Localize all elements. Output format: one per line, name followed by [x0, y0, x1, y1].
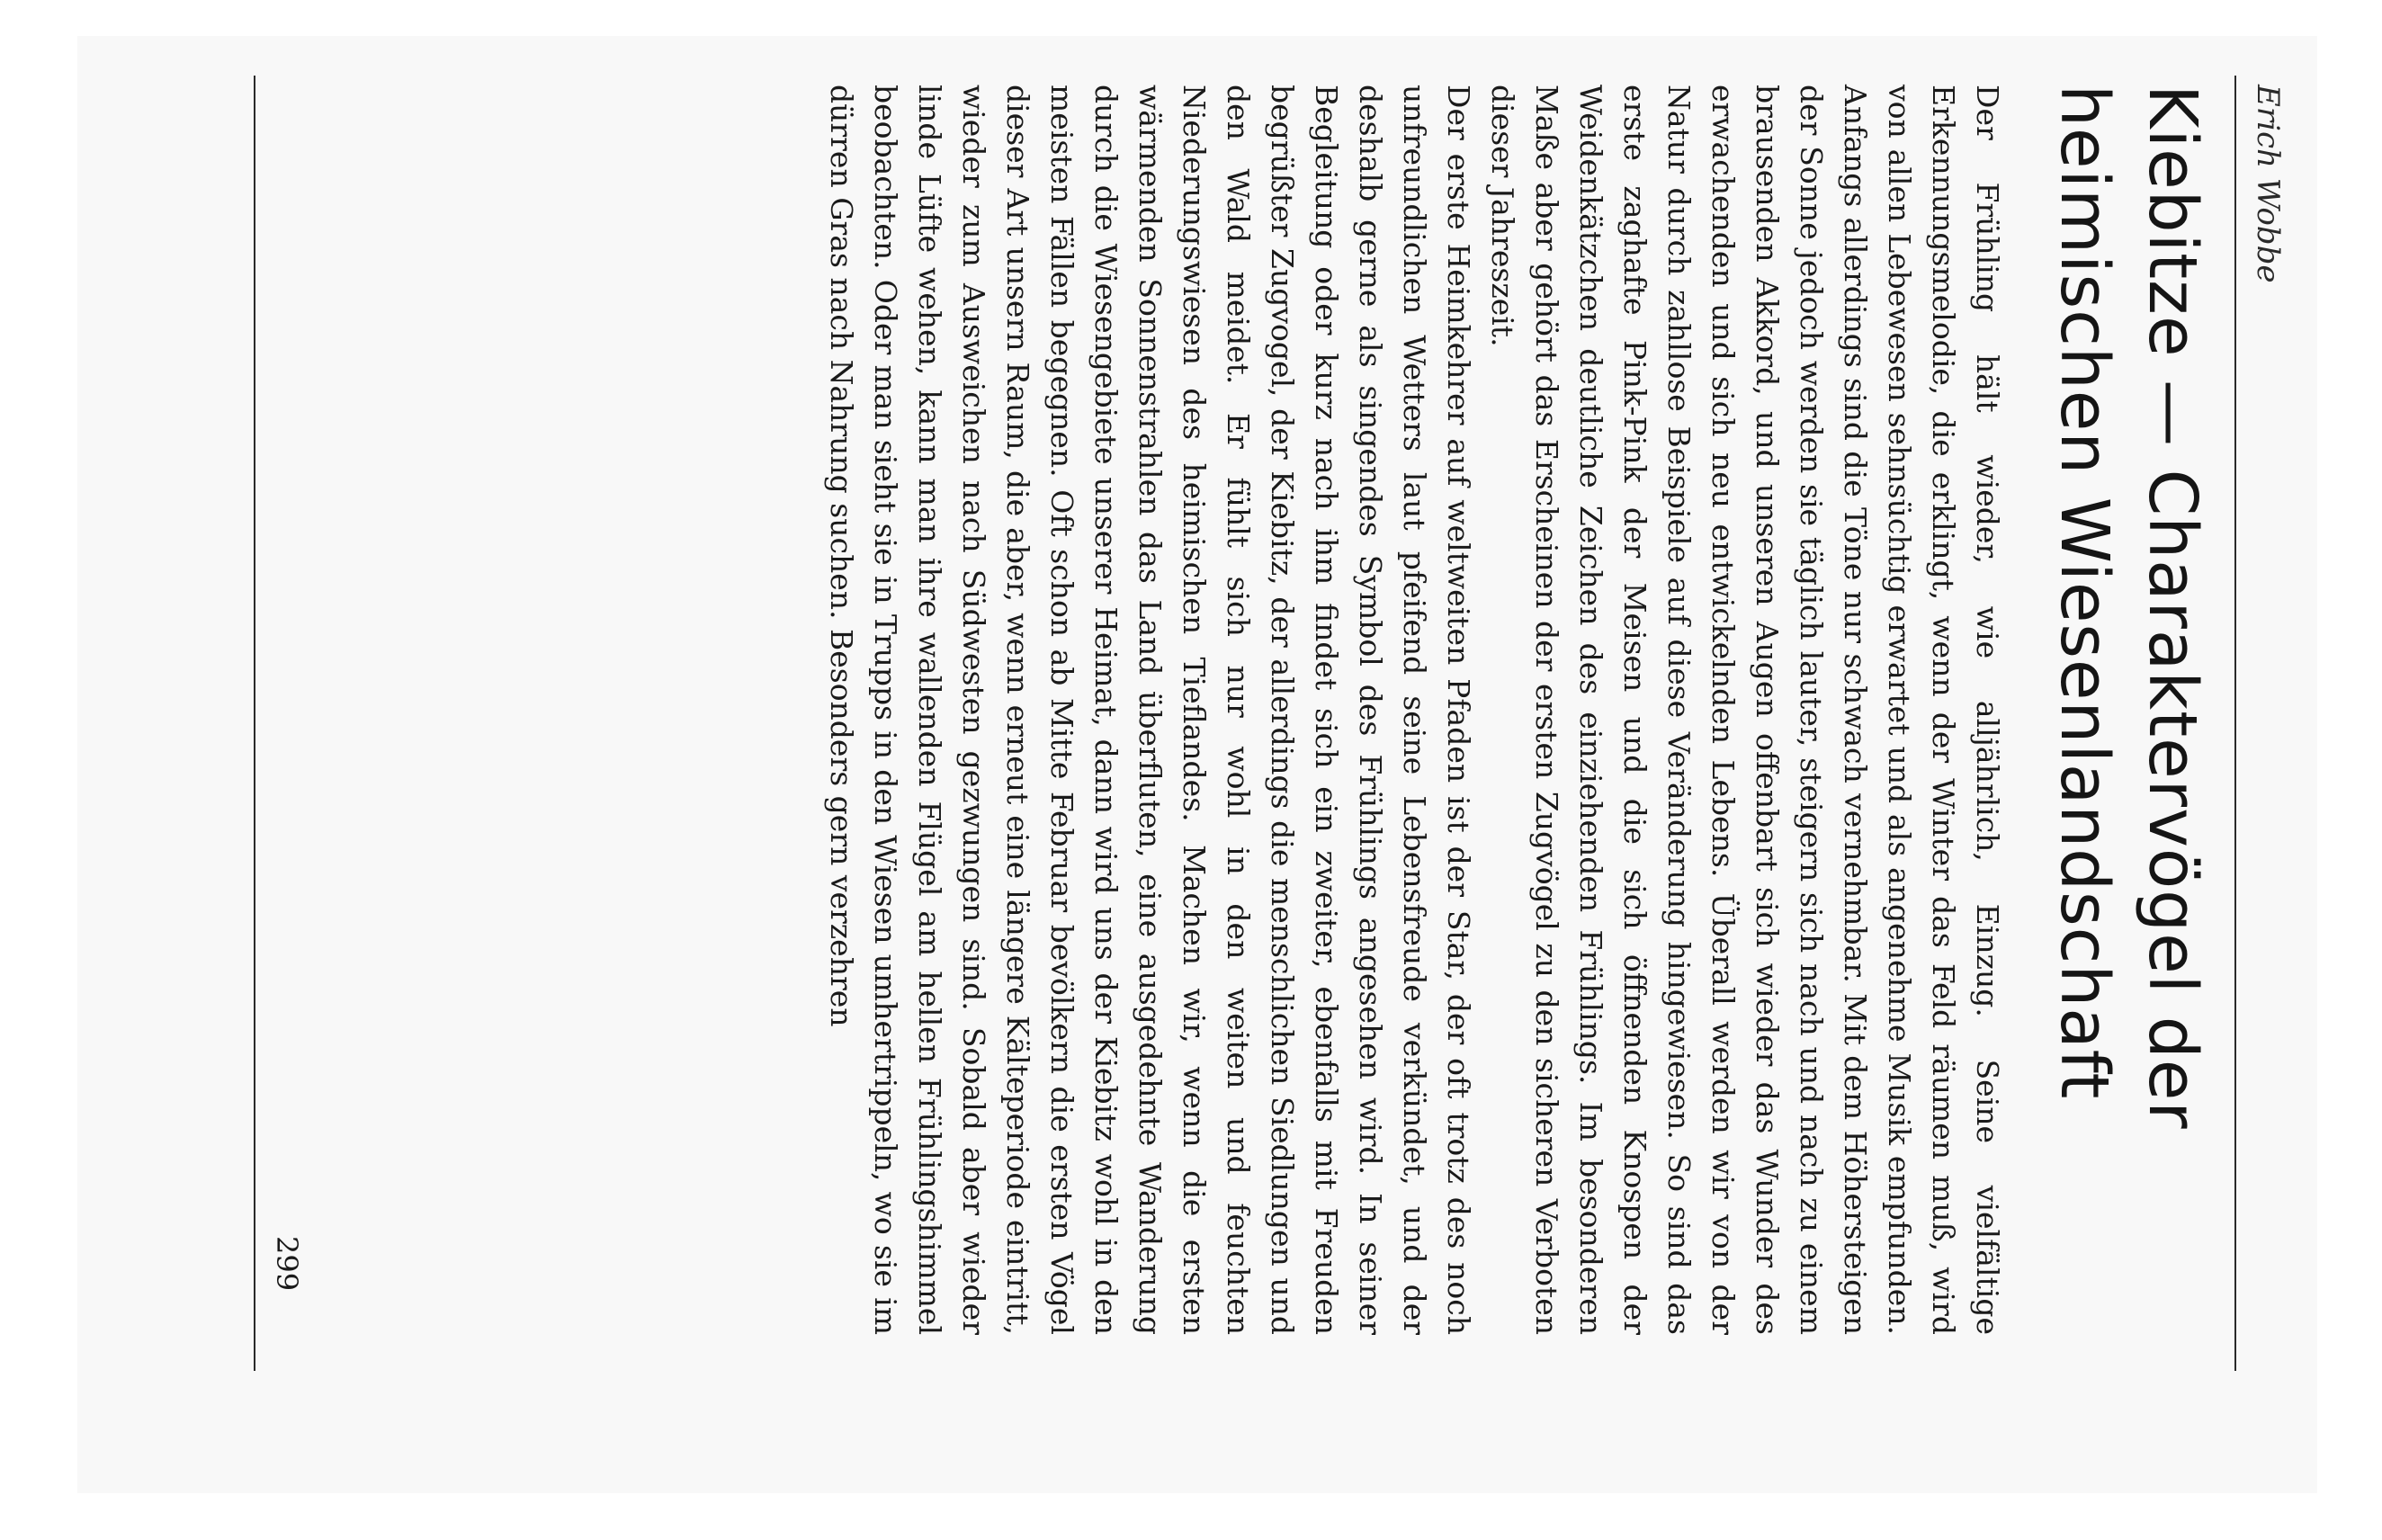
top-rule: [2234, 76, 2236, 1371]
title-line-2: heimischen Wiesenlandschaft: [2046, 85, 2123, 1100]
article-title: [2040, 85, 2216, 1344]
paragraph-1: Der Frühling hält wieder, wie alljährlich, Einzug. Seine vielfältige Erkennungsmelodie, die erklingt, wenn der Winter das Feld räumen muß, wird von allen Lebewesen sehnsüchtig erwartet und als angenehme Musik empfunden. Anfangs allerdings sind die Töne nur schwach vernehmbar. Mit dem Höhersteigen der Sonne jedoch werden sie täglich lauter, steigern sich nach und nach zu einem brausenden Akkord, und unseren Augen offenbart sich wieder das Wunder des erwachenden und sich neu entwickelnden Lebens. Überall werden wir von der Natur durch zahllose Beispiele auf diese Veränderung hingewiesen. So sind das erste zaghafte Pink-Pink der Meisen und die sich öffnenden Knospen der Weidenkätzchen deutliche Zeichen des einziehenden Frühlings. Im besonderen Maße aber gehört das Erscheinen der ersten Zugvögel zu den sicheren Verboten dieser Jahreszeit.: [1485, 85, 2005, 1335]
article-body: [819, 85, 2010, 1335]
title-line-1: Kiebitze — Charaktervögel der: [2134, 85, 2211, 1130]
page-number: 299: [270, 1236, 304, 1292]
bottom-rule: [254, 76, 255, 1371]
author-name: Erich Wobbe: [2250, 85, 2286, 283]
paragraph-2: Der erste Heimkehrer auf weltweiten Pfaden ist der Star, der oft trotz des noch unfreundlichen Wetters laut pfeifend seine Lebensfreude verkündet, und der deshalb gerne als singendes Symbol des Frühlings angesehen wird. In seiner Begleitung oder kurz nach ihm findet sich ein zweiter, ebenfalls mit Freuden begrüßter Zugvogel, der Kiebitz, der allerdings die menschlichen Siedlungen und den Wald meidet. Er fühlt sich nur wohl in den weiten und feuchten Niederungswiesen des heimischen Tieflandes. Machen wir, wenn die ersten wärmenden Sonnenstrahlen das Land überfluten, eine ausgedehnte Wanderung durch die Wiesengebiete unserer Heimat, dann wird uns der Kiebitz wohl in den meisten Fällen begegnen. Oft schon ab Mitte Februar bevölkern die ersten Vögel dieser Art unsern Raum, die aber, wenn erneut eine längere Kälteperiode eintritt, wieder zum Ausweichen nach Südwesten gezwungen sind. Sobald aber wieder linde Lüfte wehen, kann man ihre wallenden Flügel am hellen Frühlingshimmel beobachten. Oder man sieht sie in Trupps in den Wiesen umhertrippeln, wo sie im dürren Gras nach Nahrung suchen. Besonders gern verzehren: [824, 85, 1476, 1335]
rotated-page-content: [219, 76, 2288, 1425]
